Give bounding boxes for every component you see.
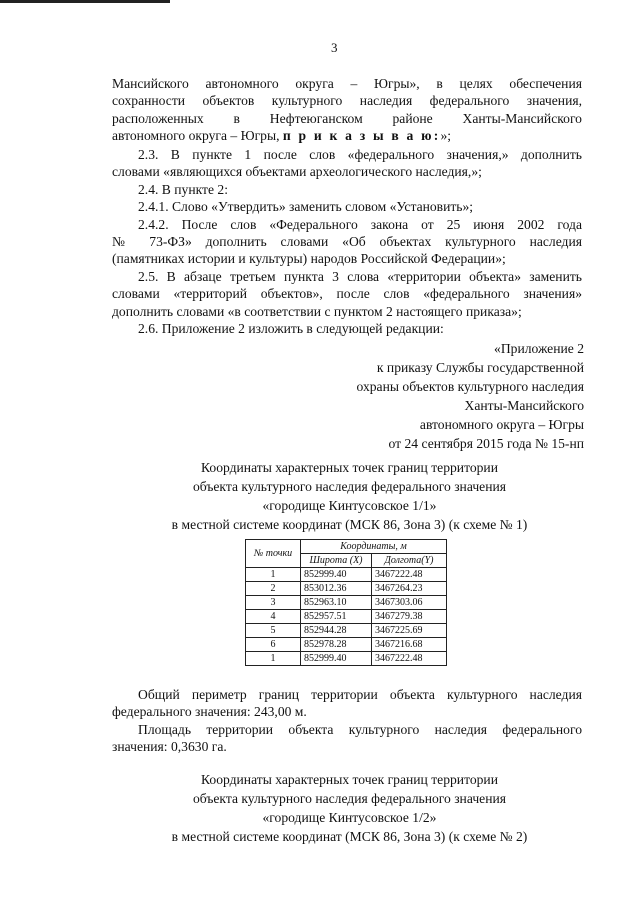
heading-1-line-4: в местной системе координат (МСК 86, Зона 3) (к схеме № 1) <box>171 517 528 532</box>
appendix-line-3: охраны объектов культурного наследия <box>356 379 584 394</box>
longitude-value: 3467279.38 <box>372 610 447 624</box>
latitude-value: 852944.28 <box>301 624 372 638</box>
appendix-line-6: от 24 сентября 2015 года № 15-нп <box>388 436 584 451</box>
table-row <box>246 568 447 582</box>
intro-line-1 <box>112 75 582 92</box>
table-header-row <box>246 540 447 554</box>
latitude-value: 852978.28 <box>301 638 372 652</box>
intro-word: округа <box>295 76 334 91</box>
intro-text: автономного округа – Югры, <box>112 128 283 144</box>
item-2-6: 2.6. Приложение 2 изложить в следующей редакции: <box>138 321 444 337</box>
intro-text: »; <box>440 128 452 144</box>
intro-word: целях <box>459 76 493 91</box>
intro-word: районе <box>392 110 433 126</box>
coordinates-heading-2 <box>112 770 587 846</box>
intro-line-3 <box>112 110 582 127</box>
longitude-value: 3467216.68 <box>372 638 447 652</box>
header-point-number: № точки <box>246 540 301 568</box>
intro-word: автономного <box>205 76 279 91</box>
appendix-line-4: Ханты-Мансийского <box>464 398 584 413</box>
intro-word: Мансийского <box>112 76 189 91</box>
amendments <box>112 146 582 337</box>
appendix-line-2: к приказу Службы государственной <box>376 360 584 375</box>
intro-word: Нефтеюганском <box>269 110 363 126</box>
point-number: 5 <box>246 624 301 638</box>
summary-block <box>112 686 582 756</box>
item-2-3-line-2: словами «являющихся объектами археологического наследия,»; <box>112 164 482 180</box>
latitude-value: 852963.10 <box>301 596 372 610</box>
heading-1-line-2: объекта культурного наследия федерального значения <box>192 479 506 494</box>
table-row <box>246 596 447 610</box>
heading-2-line-3: «городище Кинтусовское 1/2» <box>262 810 437 825</box>
header-latitude: Широта (X) <box>301 554 372 568</box>
point-number: 4 <box>246 610 301 624</box>
perimeter-line-1: Общий периметр границ территории объекта культурного наследия <box>138 687 582 702</box>
table-row <box>246 638 447 652</box>
intro-word: расположенных <box>112 110 204 126</box>
point-number: 6 <box>246 638 301 652</box>
table-row <box>246 652 447 666</box>
top-edge-line <box>0 0 170 3</box>
item-2-3-line-1: 2.3. В пункте 1 после слов «федерального значения,» дополнить <box>138 147 582 162</box>
latitude-value: 853012.36 <box>301 582 372 596</box>
area-line-2: значения: 0,3630 га. <box>112 739 227 755</box>
item-2-5-line-2: словами «территорий объектов», после слов «федерального значения» <box>112 286 582 302</box>
area-line-1: Площадь территории объекта культурного наследия федерального <box>138 721 582 737</box>
heading-1-line-3: «городище Кинтусовское 1/1» <box>262 498 437 513</box>
coordinates-table <box>245 539 447 666</box>
item-2-4-2-line-1: 2.4.2. После слов «Федерального закона от 25 июня 2002 года <box>138 216 582 232</box>
header-longitude: Долгота(Y) <box>372 554 447 568</box>
appendix-line-5: автономного округа – Югры <box>419 417 584 432</box>
item-2-5-line-1: 2.5. В абзаце третьем пункта 3 слова «территории объекта» заменить <box>138 268 582 284</box>
latitude-value: 852999.40 <box>301 652 372 666</box>
appendix-line-1: «Приложение 2 <box>494 341 584 356</box>
item-2-4: 2.4. В пункте 2: <box>138 181 228 197</box>
item-2-4-2-line-3: (памятниках истории и культуры) народов Российской Федерации»; <box>112 251 506 267</box>
coordinates-heading-1 <box>112 458 587 534</box>
longitude-value: 3467222.48 <box>372 568 447 582</box>
intro-word: Ханты-Мансийского <box>462 110 582 126</box>
longitude-value: 3467222.48 <box>372 652 447 666</box>
point-number: 3 <box>246 596 301 610</box>
table-row <box>246 624 447 638</box>
latitude-value: 852957.51 <box>301 610 372 624</box>
intro-word: – <box>350 76 358 91</box>
latitude-value: 852999.40 <box>301 568 372 582</box>
intro-line-4 <box>112 127 582 144</box>
item-2-4-1: 2.4.1. Слово «Утвердить» заменить словом «Установить»; <box>138 199 474 215</box>
item-2-5-line-3: дополнить словами «в соответствии с пунктом 2 настоящего приказа»; <box>112 303 522 319</box>
perimeter-line-2: федерального значения: 243,00 м. <box>112 704 307 720</box>
longitude-value: 3467303.06 <box>372 596 447 610</box>
heading-2-line-2: объекта культурного наследия федерального значения <box>192 791 506 806</box>
table-row <box>246 582 447 596</box>
heading-2-line-1: Координаты характерных точек границ территории <box>201 772 498 787</box>
point-number: 2 <box>246 582 301 596</box>
page-number: 3 <box>331 40 338 55</box>
item-2-4-2-line-2: № 73-ФЗ» дополнить словами «Об объектах культурного наследия <box>112 234 582 250</box>
intro-line-2: сохранности объектов культурного наследия федерального значения, <box>112 93 582 109</box>
heading-1-line-1: Координаты характерных точек границ территории <box>201 460 498 475</box>
order-word: п р и к а з ы в а ю: <box>282 128 441 144</box>
longitude-value: 3467264.23 <box>372 582 447 596</box>
heading-2-line-4: в местной системе координат (МСК 86, Зона 3) (к схеме № 2) <box>171 829 528 844</box>
intro-word: Югры», <box>374 76 420 91</box>
appendix-reference <box>357 339 585 453</box>
point-number: 1 <box>246 568 301 582</box>
point-number: 1 <box>246 652 301 666</box>
intro-word: в <box>233 110 240 126</box>
table-row <box>246 610 447 624</box>
header-coordinates: Координаты, м <box>301 540 447 554</box>
intro-word: в <box>436 76 443 91</box>
intro-word: обеспечения <box>509 76 582 91</box>
intro-paragraph <box>112 75 582 145</box>
longitude-value: 3467225.69 <box>372 624 447 638</box>
